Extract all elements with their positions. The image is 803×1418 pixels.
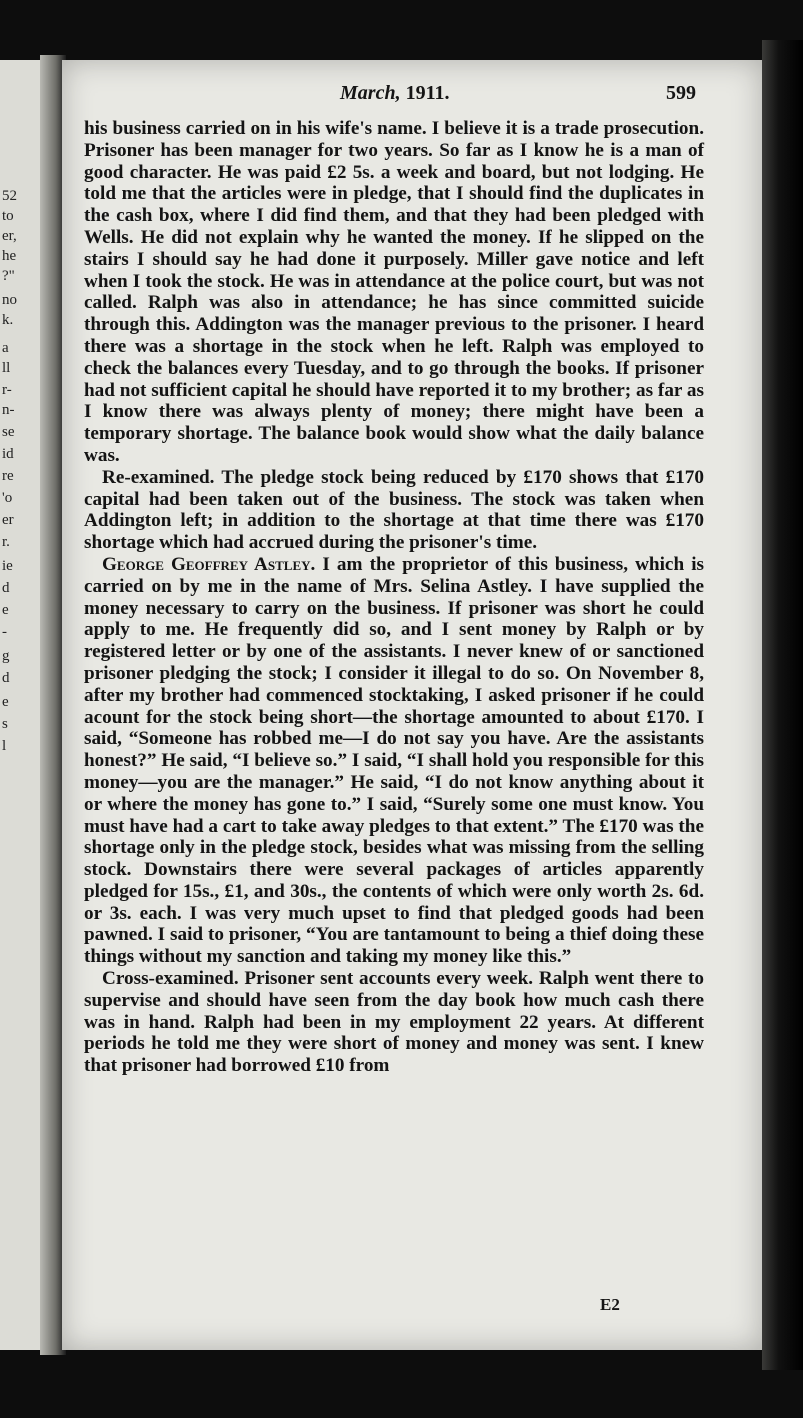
header-year: 1911. (405, 82, 450, 104)
left-page-fragment: a (2, 340, 9, 356)
left-page-fragment: to (2, 208, 14, 224)
paragraph-continuation: his business carried on in his wife's name. I believe it is a trade prosecution. Prisoner has been manager for two years. So far as I know he is a man of good character. He was paid £2 5s. a week and board, but not lodging. He told me that the articles were in pledge, that I should find the duplicates in the cash box, where I did find them, and that they had been pledged with Wells. He did not explain why he wanted the money. If he slipped on the stairs I should say he had done it purposely. Miller gave notice and left when I took the stock. He was in attendance at the police court, but was not called. Ralph was also in attendance; he has since committed suicide through this. Addington was the manager previous to the prisoner. I heard there was a shortage in the stock when he left. Ralph was employed to check the balances every Tuesday, and to go through the books. If prisoner had not sufficient capital he should have reported it to my brother; as far as I know there was always plenty of money; there might have been a temporary shortage. The balance book would show what the daily balance was. (84, 118, 704, 466)
left-page-fragment: d (2, 670, 10, 686)
witness-testimony-text: I am the proprietor of this business, which is carried on by me in the name of Mrs. Selina Astley. I have supplied the money necessary to carry on the business. If prisoner was short he could apply to me. He frequently did so, and I sent money by Ralph or by registered letter or by one of the assistants. I never knew of or sanctioned prisoner pledging the stock; I consider it illegal to do so. On November 8, after my brother had commenced stocktaking, I asked prisoner if he could acount for the stock being short—the shortage amounted to about £170. I said, “Someone has robbed me—I do not say you have. Are the assistants honest?” He said, “I believe so.” I said, “I shall hold you responsible for this money—you are the manager.” He said, “I do not know anything about it or where the money has gone to.” I said, “Surely some one must know. You must have had a cart to take away pledges to that extent.” The £170 was the shortage only in the pledge stock, besides what was missing from the selling stock. Downstairs there were several packages of articles apparently pledged for 15s., £1, and 30s., the contents of which were only worth 2s. 6d. or 3s. each. I was very much upset to find that pledged goods had been pawned. I said to prisoner, “You are tantamount to being a thief doing these things without my sanction and taking my money like this.” (84, 553, 704, 968)
left-page-fragment: ?" (2, 268, 15, 284)
left-page-fragment: se (2, 424, 15, 440)
left-page-fragment: e (2, 694, 9, 710)
left-page-fragment: er (2, 512, 14, 528)
left-page-fragment: r. (2, 534, 10, 550)
header-month: March, (340, 82, 401, 104)
left-page-edge (0, 60, 44, 1350)
left-page-fragment: ie (2, 558, 13, 574)
left-page-fragment: r- (2, 382, 12, 398)
left-page-fragment: e (2, 602, 9, 618)
header-date (340, 82, 449, 105)
left-page-fragment: - (2, 624, 7, 640)
left-page-fragment: no (2, 292, 17, 308)
left-page-fragment: s (2, 716, 8, 732)
body-text (84, 118, 704, 1077)
left-page-fragment: n- (2, 402, 15, 418)
witness-name: George Geoffrey Astley. (102, 553, 316, 575)
right-edge-shadow (762, 40, 803, 1370)
left-page-fragment: k. (2, 312, 14, 328)
left-page-fragment: g (2, 648, 10, 664)
left-page-fragment: he (2, 248, 17, 264)
left-page-fragment: re (2, 468, 14, 484)
paragraph-witness-testimony (84, 554, 704, 968)
signature-mark: E2 (600, 1295, 620, 1314)
left-page-fragment: 'o (2, 490, 13, 506)
running-header (62, 82, 762, 116)
left-page-fragment: id (2, 446, 14, 462)
paragraph-re-examined: Re-examined. The pledge stock being reduced by £170 shows that £170 capital had been taken out of the business. The stock was taken when Addington left; in addition to the shortage at that time there was £170 shortage which had accrued during the prisoner's time. (84, 466, 704, 554)
page-number: 599 (666, 82, 696, 104)
left-page-fragment: l (2, 738, 7, 754)
left-page-fragment: d (2, 580, 10, 596)
left-page-fragment: er, (2, 228, 17, 244)
paragraph-cross-examined: Cross-examined. Prisoner sent accounts every week. Ralph went there to supervise and should have seen from the day book how much cash there was in hand. Ralph had been in my employment 22 years. At different periods he told me they were short of money and money was sent. I knew that prisoner had borrowed £10 from (84, 968, 704, 1077)
left-page-fragment: 52 (2, 188, 17, 204)
left-page-fragment: ll (2, 360, 11, 376)
